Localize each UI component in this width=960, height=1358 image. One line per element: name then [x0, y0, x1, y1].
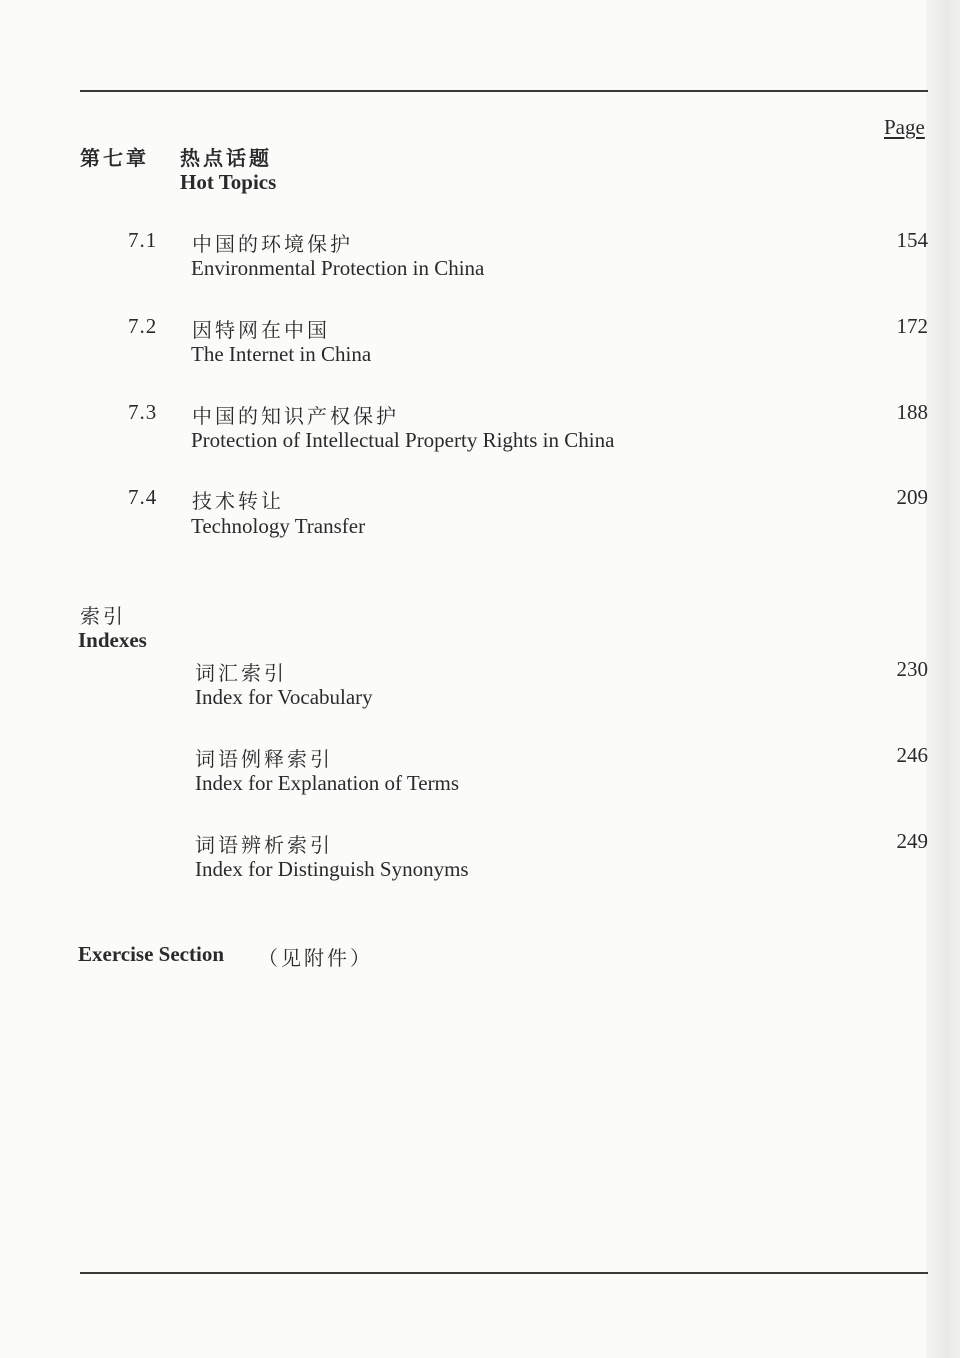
page-number: 230 [896, 657, 928, 681]
index-title-en: Index for Distinguish Synonyms [195, 857, 469, 881]
index-title-en: Index for Explanation of Terms [195, 771, 460, 795]
page-number: 172 [896, 314, 928, 338]
page-number: 154 [896, 228, 928, 252]
page-number: 246 [896, 743, 928, 767]
indexes-title-en: Indexes [78, 628, 147, 652]
page-number: 188 [896, 400, 928, 424]
section-title-en: Environmental Protection in China [191, 256, 485, 280]
section-title-cn: 技术转让 [192, 489, 284, 513]
exercise-title-en: Exercise Section [78, 942, 224, 966]
section-title-cn: 中国的知识产权保护 [192, 404, 399, 428]
index-title-cn: 词汇索引 [195, 661, 287, 685]
section-title-en: Protection of Intellectual Property Rights in China [191, 428, 615, 452]
index-title-en: Index for Vocabulary [195, 685, 373, 709]
page-edge-shadow [926, 0, 960, 1358]
section-number: 7.3 [128, 400, 158, 424]
top-rule [80, 90, 928, 92]
section-title-en: The Internet in China [191, 342, 372, 366]
indexes-title-cn: 索引 [80, 604, 126, 628]
chapter-title-en: Hot Topics [180, 170, 277, 194]
section-title-cn: 中国的环境保护 [192, 232, 353, 256]
section-title-cn: 因特网在中国 [192, 318, 330, 342]
section-number: 7.1 [128, 228, 158, 252]
page-number: 209 [896, 485, 928, 509]
index-title-cn: 词语辨析索引 [195, 833, 333, 857]
section-number: 7.2 [128, 314, 158, 338]
chapter-number: 第七章 [80, 146, 149, 170]
section-number: 7.4 [128, 485, 158, 509]
section-title-en: Technology Transfer [191, 514, 366, 538]
index-title-cn: 词语例释索引 [195, 747, 333, 771]
bottom-rule [80, 1272, 928, 1274]
chapter-title-cn: 热点话题 [180, 146, 272, 170]
page-number: 249 [896, 829, 928, 853]
exercise-note-cn: （见附件） [258, 946, 373, 970]
page-column-label: Page [884, 115, 925, 139]
